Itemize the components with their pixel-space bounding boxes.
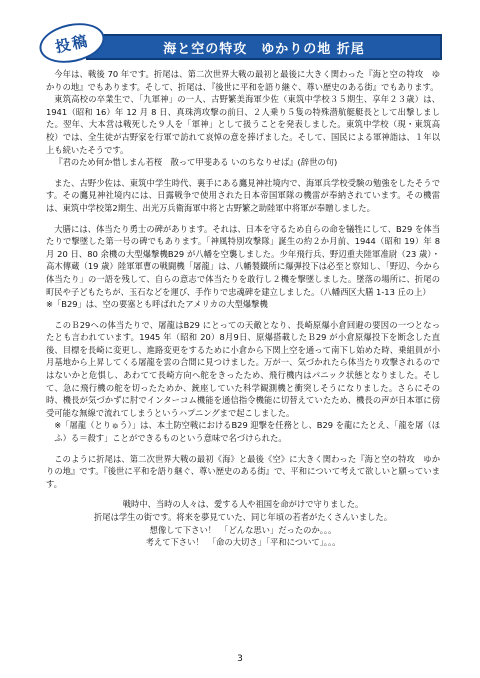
paragraph-daizen-monument: 大膳には、体当たり勇士の碑があります。それは、日本を守るため自らの命を犠牲にして、B29 を体当たりで撃墜した第一号の碑でもあります。「神風特別攻撃隊」誕生の約２か月前、1944（昭和 19）年 8 月 20 日、80 余機の大型爆撃機B29 が八幡を空襲しました。少年飛行兵、野辺重夫陸軍准尉（23 歳）・高木傳蔵（19 歳）陸軍軍曹の戦闘機「屠龍」は、八幡製鐵所に爆弾投下は必至と察知し、「野辺、今から体当たり」の一語を残して、自らの意志で体当たりを敢行し２機を撃墜しました。墜落の場所に、折尾の町民や子どもたちが、玉石などを運び、手作りで忠魂碑を建立しました。（八幡西区大膳 1-13 丘の上）	[46, 223, 440, 297]
contribution-badge	[36, 18, 108, 69]
paragraph-conclusion: このように折尾は、第二次世界大戦の最初《海》と最後《空》に大きく関わった『海と空の特攻 ゆかりの地』です。『後世に平和を語り継ぐ、尊い歴史のある街』で、平和について考えて欲しいと願っています。	[46, 453, 440, 489]
contribution-label: 投稿	[53, 31, 91, 56]
paragraph-intro: 今年は、戦後 70 年です。折尾は、第二次世界大戦の最初と最後に大きく関わった『海と空の特攻 ゆかりの地』でもあります。そして、折尾は、『後世に平和を語り継ぐ、尊い歴史のある街』でもあります。	[46, 69, 440, 92]
article-body	[46, 68, 440, 549]
article-title: 海と空の特攻 ゆかりの地 折尾	[163, 41, 365, 57]
note-b29: ※「B29」は、空の要塞とも呼ばれたアメリカの大型爆撃機	[46, 299, 268, 310]
paragraph-furuno: 東筑高校の卒業生で、「九軍神」の一人、古野繁美海軍少佐（東筑中学校３５期生、享年２３歳）は、1941（昭和 16）年 12 月 8 日、真珠湾攻撃の前日、２人乗り５隻の特殊潜航艇艇長として出撃しました。翌年、大本営は戦死した９人を「軍神」として扱うことを発表しました。東筑中学校（現・東筑高校）では、全生徒が古野家を行軍で訪れて哀悼の意を捧げました。そして、国民による軍神詣は、１年以上も続いたそうです。	[46, 94, 440, 155]
page-number: 3	[237, 654, 243, 664]
paragraph-nagasaki: このＢ29への体当たりで、屠龍はB29 にとっての天敵となり、長崎原爆小倉回避の要因の一つとなったとも言われています。1945 年（昭和 20）8月9日、原爆搭載したＢ29 が小倉原爆投下を断念した直後、目標を長崎に変更し、進路変更をするために小倉から下関上空を通って南下し始めた時、乗組員が小月基地から上昇してくる屠龍を雲の合間に見つけました。万が一、気づかれたら体当たり攻撃されるのではないかと危惧し、あわてて長崎方向へ舵をきったため、飛行機内はパニック状態となりました。そして、急に飛行機の舵を切ったためか、銃座していた科学観測機と衝突しそうになりました。さらにその時、機長が気づかずに肘でインターコム機能を通信指令機能に切替えていたため、機長の声が日本軍に傍受可能な無線で流れてしまうというハプニングまで起こしました。	[46, 319, 440, 418]
paragraph-poem: 『君のため何か惜しまん若桜 散って甲斐ある いのちなりせば』(辞世の句)	[54, 157, 338, 168]
closing-line-4: 考えて下さい！ 「命の大切さ」「平和について」。。。	[145, 537, 341, 548]
title-banner	[86, 34, 442, 60]
closing-line-3: 想像して下さい！ 「どんな思い」だったのか。。。	[149, 524, 337, 535]
closing-line-2: 折尾は学生の街です。将来を夢見ていた、同じ年頃の若者がたくさんいました。	[93, 512, 393, 522]
closing-line-1: 戦時中、当時の人々は、愛する人や祖国を命がけで守りました。	[122, 499, 364, 510]
note-toryu: ※「屠龍（とりゅう）」は、本土防空戦におけるB29 迎撃を任務とし、B29 を龍にたとえ、「龍を屠（ほふ）る＝殺す」ことができるものという意味で名づけられた。	[54, 420, 440, 444]
paragraph-takami-shrine: また、古野少佐は、東筑中学生時代、裏手にある鷹見神社境内で、海軍兵学校受験の勉強をしたそうです。その鷹見神社境内には、日露戦争で使用された日本帝国軍隊の機雷が奉納されています。その機雷は、東筑中学校第2期生、出光万兵衛海軍中将と古野繁之助陸軍中将軍が奉贈しました。	[46, 177, 440, 213]
